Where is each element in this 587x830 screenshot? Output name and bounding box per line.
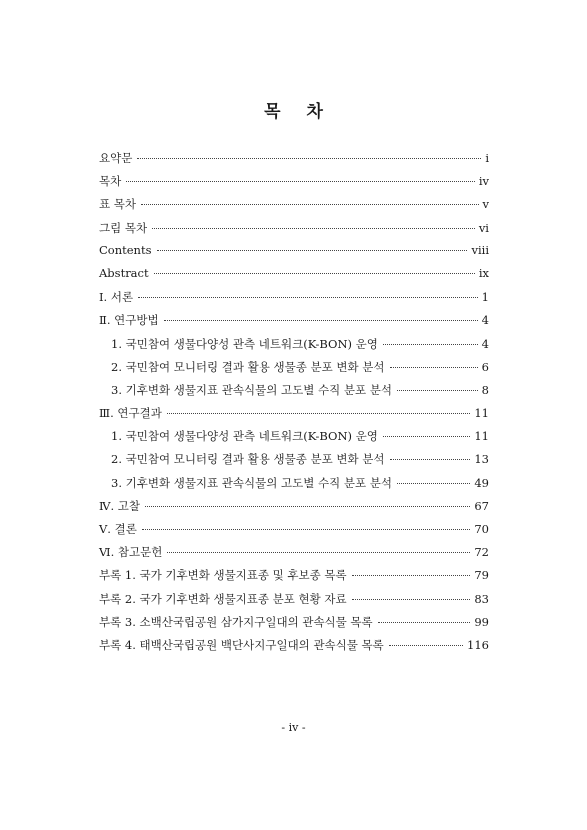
toc-entry[interactable]	[99, 359, 489, 382]
toc-entry[interactable]	[99, 498, 489, 521]
dot-leader	[167, 413, 471, 414]
toc-entry[interactable]	[99, 591, 489, 614]
toc-entry-label: 2. 국민참여 모니터링 결과 활용 생물종 분포 변화 분석	[111, 452, 385, 467]
toc-entry-label: 부록 4. 태백산국립공원 백단사지구일대의 관속식물 목록	[99, 637, 384, 652]
dot-leader	[164, 320, 478, 321]
toc-entry-label: 요약문	[99, 151, 133, 165]
toc-entry-label: 3. 기후변화 생물지표 관속식물의 고도별 수직 분포 분석	[111, 382, 392, 397]
dot-leader	[397, 483, 470, 484]
toc-entry-page: iv	[478, 174, 489, 189]
toc-entry-page: 99	[474, 614, 489, 629]
toc-entry[interactable]	[99, 173, 489, 196]
toc-entry-page: 83	[474, 591, 489, 606]
toc-entry[interactable]	[99, 336, 489, 359]
toc-entry-page: 70	[474, 522, 489, 536]
toc-entry-page: 11	[474, 406, 489, 421]
toc-entry-label: Ⅵ. 참고문헌	[99, 545, 163, 560]
toc-entry-label: 부록 1. 국가 기후변화 생물지표종 및 후보종 목록	[99, 568, 347, 583]
toc-entry-page: 116	[467, 637, 489, 652]
dot-leader	[154, 273, 475, 274]
toc-entry[interactable]	[99, 289, 489, 312]
toc-entry-label: 그림 목차	[99, 220, 148, 235]
toc-entry[interactable]	[99, 428, 489, 451]
toc-entry-page: 49	[474, 475, 489, 490]
dot-leader	[138, 297, 478, 298]
toc-entry[interactable]	[99, 220, 489, 243]
toc-entry[interactable]	[99, 614, 489, 637]
toc-entry-page: ix	[478, 265, 489, 280]
toc-entry-page: 4	[481, 336, 489, 351]
toc-entry[interactable]	[99, 451, 489, 474]
toc-entry-label: Ⅱ. 연구방법	[99, 313, 159, 328]
toc-entry-page: 72	[474, 545, 489, 560]
toc-entry-page: 1	[481, 290, 489, 305]
toc-entry-page: 6	[481, 359, 489, 374]
toc-entry-page: 11	[474, 429, 489, 444]
toc-entry[interactable]	[99, 544, 489, 567]
toc-entry-label: 부록 2. 국가 기후변화 생물지표종 분포 현황 자료	[99, 591, 347, 606]
toc-entry-page: 13	[474, 452, 489, 467]
toc-entry-label: 표 목차	[99, 197, 136, 212]
dot-leader	[390, 459, 471, 460]
toc-entry-page: viii	[471, 242, 489, 257]
toc-entry-label: Contents	[99, 242, 152, 257]
dot-leader	[352, 575, 471, 576]
toc-entry[interactable]	[99, 266, 489, 289]
dot-leader	[145, 506, 470, 507]
dot-leader	[383, 344, 478, 345]
dot-leader	[167, 552, 470, 553]
toc-entry-page: 79	[474, 568, 489, 583]
dot-leader	[352, 599, 471, 600]
dot-leader	[152, 228, 475, 229]
toc-entry-label: Abstract	[99, 265, 149, 280]
dot-leader	[137, 158, 481, 159]
toc-entry-page: vi	[478, 220, 489, 235]
toc-entry[interactable]	[99, 405, 489, 428]
dot-leader	[126, 181, 475, 182]
toc-entry[interactable]	[99, 637, 489, 660]
toc-entry[interactable]	[99, 312, 489, 335]
toc-entry-label: Ⅳ. 고찰	[99, 498, 141, 513]
toc-entry-label: Ⅲ. 연구결과	[99, 406, 162, 421]
toc-entry-label: 1. 국민참여 생물다양성 관측 네트워크(K-BON) 운영	[111, 429, 378, 444]
toc-entry-page: 67	[474, 498, 489, 513]
toc-entry[interactable]	[99, 567, 489, 590]
toc-entry-label: Ⅴ. 결론	[99, 522, 137, 536]
toc-entry[interactable]	[99, 521, 489, 544]
toc-entry-page: i	[485, 151, 489, 165]
toc-entry-page: 8	[481, 382, 489, 397]
toc-entry[interactable]	[99, 475, 489, 498]
dot-leader	[383, 436, 470, 437]
dot-leader	[397, 390, 478, 391]
page-title: 목 차	[264, 102, 333, 122]
toc-entry[interactable]	[99, 196, 489, 219]
dot-leader	[390, 367, 478, 368]
toc-entry-label: 1. 국민참여 생물다양성 관측 네트워크(K-BON) 운영	[111, 336, 378, 351]
page-number: - iv -	[281, 721, 306, 734]
dot-leader	[389, 645, 463, 646]
toc-entry-page: v	[482, 197, 489, 212]
toc-entry-label: 3. 기후변화 생물지표 관속식물의 고도별 수직 분포 분석	[111, 475, 392, 490]
table-of-contents	[99, 150, 489, 660]
toc-entry[interactable]	[99, 150, 489, 173]
toc-entry-page: 4	[481, 313, 489, 328]
toc-entry[interactable]	[99, 382, 489, 405]
toc-entry-label: 목차	[99, 174, 122, 189]
dot-leader	[378, 622, 471, 623]
dot-leader	[157, 250, 468, 251]
toc-entry[interactable]	[99, 243, 489, 266]
toc-entry-label: 부록 3. 소백산국립공원 삼가지구일대의 관속식물 목록	[99, 614, 373, 629]
dot-leader	[141, 204, 479, 205]
dot-leader	[142, 529, 471, 530]
toc-entry-label: 2. 국민참여 모니터링 결과 활용 생물종 분포 변화 분석	[111, 359, 385, 374]
toc-entry-label: Ⅰ. 서론	[99, 290, 134, 305]
